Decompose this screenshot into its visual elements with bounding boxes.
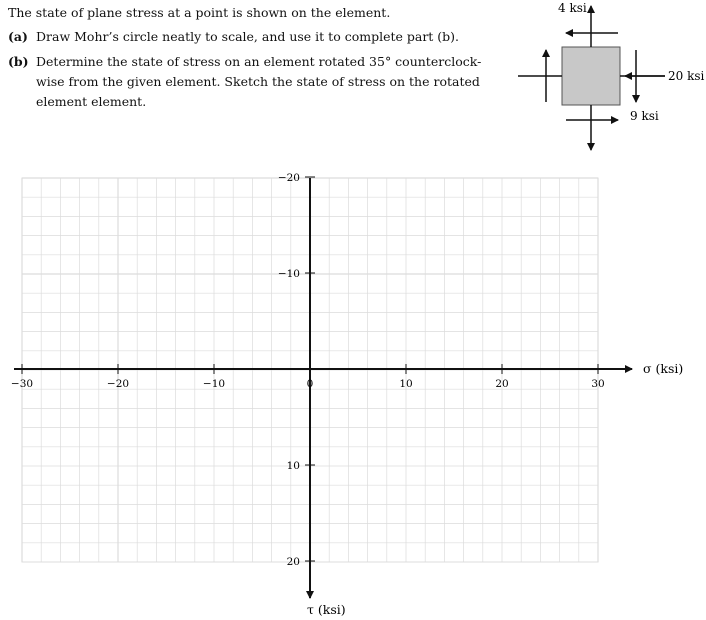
tau-tick-label: 20 [286, 556, 300, 568]
shear-stress-label: 4 ksi [558, 1, 587, 15]
part-b-line-1: Determine the state of stress on an element rotated 35° counterclock- [36, 54, 482, 69]
part-b-line-2: wise from the given element. Sketch the state of stress on the rotated [36, 74, 480, 89]
part-a-text: Draw Mohr’s circle neatly to scale, and use it to complete part (b). [36, 29, 460, 44]
sigma-y-label: 9 ksi [630, 109, 659, 123]
tau-tick-label: −10 [277, 268, 300, 280]
part-b-label: (b) [8, 54, 29, 69]
sigma-axis-label: σ (ksi) [643, 361, 684, 376]
mohr-circle-graph [0, 160, 706, 620]
tau-axis-label: τ (ksi) [307, 602, 346, 617]
stress-element-figure [0, 0, 706, 160]
sigma-tick-label: −10 [202, 378, 226, 390]
part-b-line-3: element element. [36, 94, 147, 109]
tau-tick-label: −20 [277, 172, 300, 184]
sigma-tick-label: −30 [10, 378, 34, 390]
stress-element-square [562, 47, 620, 105]
sigma-tick-label: 30 [591, 378, 605, 390]
sigma-tick-label: 10 [399, 378, 413, 390]
tau-tick-label: 10 [286, 460, 300, 472]
sigma-x-label: 20 ksi [668, 69, 705, 83]
part-a-label: (a) [8, 29, 28, 44]
sigma-tick-label: 0 [306, 378, 314, 390]
sigma-tick-label: −20 [106, 378, 130, 390]
problem-intro: The state of plane stress at a point is shown on the element. [8, 5, 391, 20]
sigma-tick-label: 20 [495, 378, 509, 390]
